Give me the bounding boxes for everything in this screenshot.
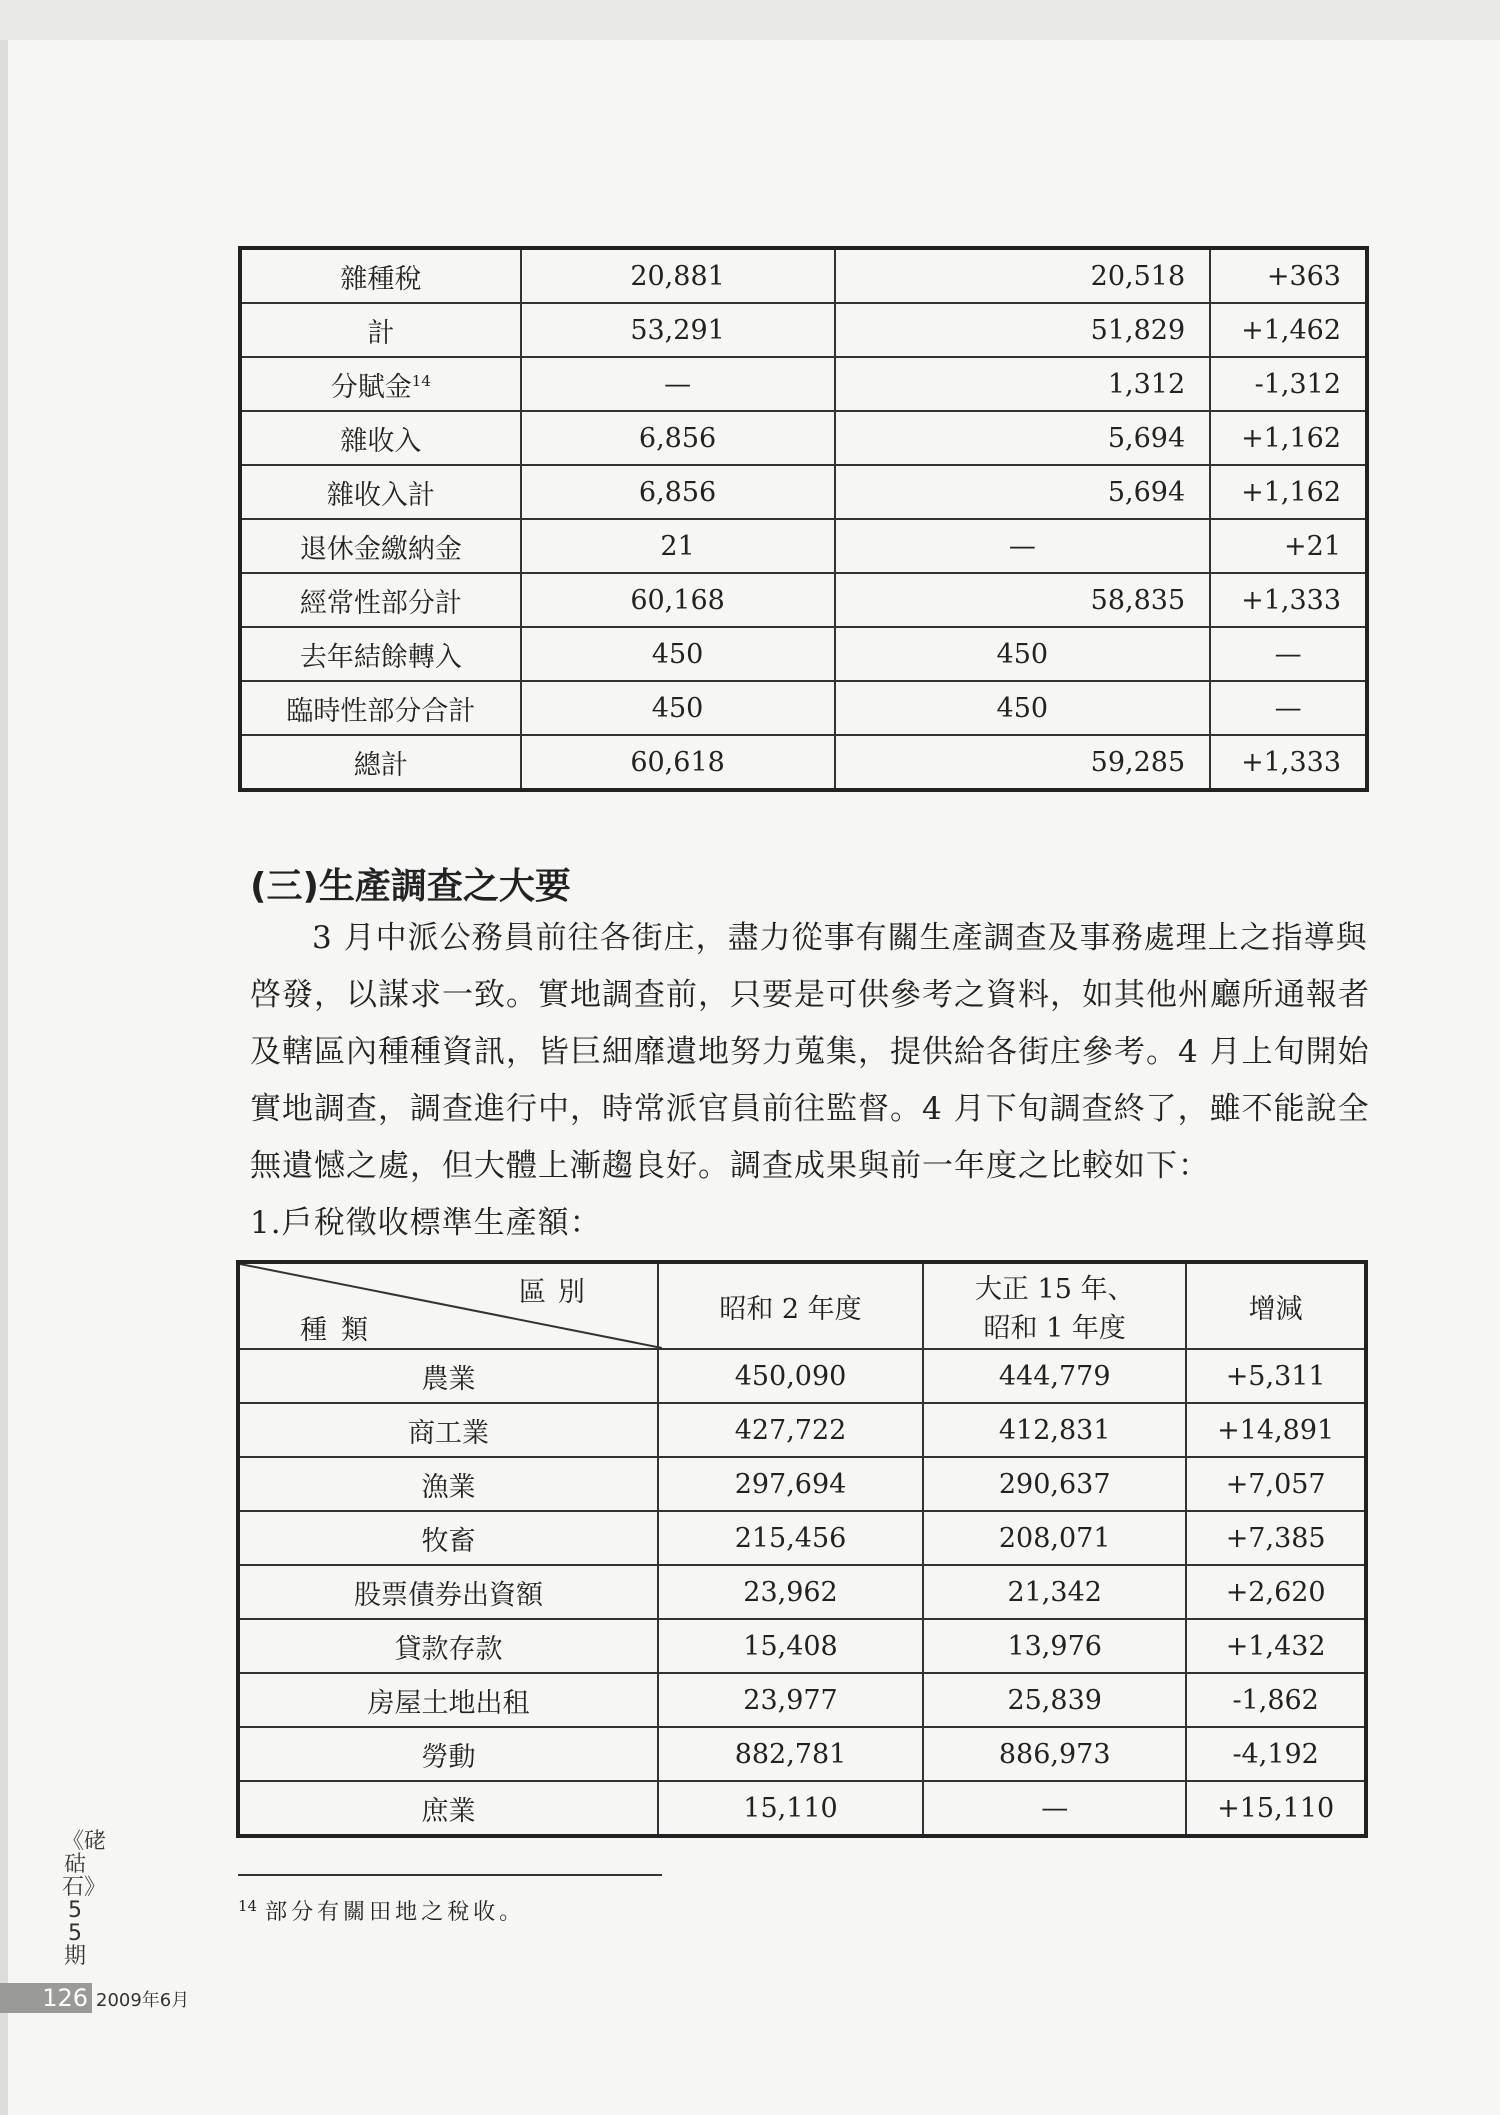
header-type-label: 種類 (300, 1315, 382, 1346)
cell-value: — (923, 1781, 1186, 1836)
cell-value: 51,829 (835, 303, 1211, 357)
cell-value: 15,110 (658, 1781, 923, 1836)
cell-value: 215,456 (658, 1511, 923, 1565)
table-row (240, 465, 1367, 519)
row-label: 股票債券出資額 (238, 1565, 658, 1619)
section-heading: (三)生產調查之大要 (250, 866, 571, 907)
cell-value: 412,831 (923, 1403, 1186, 1457)
table-header-row (238, 1262, 1366, 1349)
table-row (238, 1781, 1366, 1836)
row-label: 漁業 (238, 1457, 658, 1511)
table-row (240, 357, 1367, 411)
cell-value: 6,856 (521, 465, 835, 519)
cell-change: +363 (1210, 248, 1367, 303)
cell-change: -1,312 (1210, 357, 1367, 411)
cell-value: 13,976 (923, 1619, 1186, 1673)
cell-value: — (521, 357, 835, 411)
cell-value: 882,781 (658, 1727, 923, 1781)
footnote-ref: 14 (411, 371, 431, 390)
footnote-divider (238, 1874, 662, 1876)
cell-value: 450 (521, 681, 835, 735)
cell-value: 208,071 (923, 1511, 1186, 1565)
table-row (240, 248, 1367, 303)
footnote-text: 部分有關田地之稅收。 (265, 1900, 526, 1925)
cell-value: 23,962 (658, 1565, 923, 1619)
table-row (238, 1565, 1366, 1619)
cell-change: +21 (1210, 519, 1367, 573)
cell-value: 886,973 (923, 1727, 1186, 1781)
cell-value: 20,881 (521, 248, 835, 303)
column-header: 昭和 2 年度 (658, 1262, 923, 1349)
row-label: 牧畜 (238, 1511, 658, 1565)
cell-value: 450 (835, 681, 1211, 735)
cell-value: 450 (521, 627, 835, 681)
table-row (240, 681, 1367, 735)
row-label: 商工業 (238, 1403, 658, 1457)
cell-value: 444,779 (923, 1349, 1186, 1403)
table-row (238, 1457, 1366, 1511)
cell-value: 21,342 (923, 1565, 1186, 1619)
row-label: 雜種稅 (240, 248, 521, 303)
table-row (240, 303, 1367, 357)
cell-change: +1,432 (1186, 1619, 1366, 1673)
cell-change: +14,891 (1186, 1403, 1366, 1457)
table-row (238, 1349, 1366, 1403)
cell-value: 23,977 (658, 1673, 923, 1727)
table-row (238, 1727, 1366, 1781)
cell-value: — (835, 519, 1211, 573)
cell-value: 60,618 (521, 735, 835, 790)
cell-value: 58,835 (835, 573, 1211, 627)
row-label: 勞動 (238, 1727, 658, 1781)
diagonal-header-cell (238, 1262, 658, 1349)
cell-change: +5,311 (1186, 1349, 1366, 1403)
cell-value: 450,090 (658, 1349, 923, 1403)
row-label: 去年結餘轉入 (240, 627, 521, 681)
row-label: 退休金繳納金 (240, 519, 521, 573)
cell-value: 20,518 (835, 248, 1211, 303)
cell-change: +1,333 (1210, 573, 1367, 627)
header-line: 大正 15 年、 (974, 1274, 1135, 1305)
row-label: 計 (240, 303, 521, 357)
cell-value: 25,839 (923, 1673, 1186, 1727)
row-label: 經常性部分計 (240, 573, 521, 627)
cell-value: 15,408 (658, 1619, 923, 1673)
cell-change: +1,162 (1210, 411, 1367, 465)
cell-value: 6,856 (521, 411, 835, 465)
table-row (238, 1673, 1366, 1727)
table-row (240, 627, 1367, 681)
cell-change: +7,057 (1186, 1457, 1366, 1511)
body-text (250, 910, 1370, 1252)
cell-value: 297,694 (658, 1457, 923, 1511)
cell-value: 60,168 (521, 573, 835, 627)
cell-change: +2,620 (1186, 1565, 1366, 1619)
cell-change: -1,862 (1186, 1673, 1366, 1727)
cell-value: 53,291 (521, 303, 835, 357)
journal-title: 《硓𥑮石》55期 (62, 1829, 107, 1969)
table-row (240, 573, 1367, 627)
revenue-table (238, 246, 1369, 792)
column-header (923, 1262, 1186, 1349)
row-label: 農業 (238, 1349, 658, 1403)
page-gutter (0, 40, 8, 2115)
row-label: 貸款存款 (238, 1619, 658, 1673)
row-label: 雜收入 (240, 411, 521, 465)
cell-change: +1,162 (1210, 465, 1367, 519)
cell-change: -4,192 (1186, 1727, 1366, 1781)
header-line: 昭和 1 年度 (983, 1313, 1126, 1344)
cell-change: +15,110 (1186, 1781, 1366, 1836)
production-table (236, 1260, 1368, 1838)
row-label: 庶業 (238, 1781, 658, 1836)
cell-value: 290,637 (923, 1457, 1186, 1511)
cell-change: +1,333 (1210, 735, 1367, 790)
issue-date: 2009年6月 (96, 1990, 190, 2011)
cell-value: 5,694 (835, 411, 1211, 465)
list-item: 1.戶稅徵收標準生產額： (250, 1205, 602, 1241)
cell-change: +7,385 (1186, 1511, 1366, 1565)
table-row (240, 411, 1367, 465)
cell-value: 21 (521, 519, 835, 573)
table-row (238, 1403, 1366, 1457)
table-row (240, 735, 1367, 790)
footnote (238, 1895, 525, 1926)
row-label: 臨時性部分合計 (240, 681, 521, 735)
cell-value: 450 (835, 627, 1211, 681)
table-row (240, 519, 1367, 573)
page-number: 126 (0, 1983, 92, 2013)
cell-change: +1,462 (1210, 303, 1367, 357)
table-row (238, 1619, 1366, 1673)
cell-change: — (1210, 681, 1367, 735)
header-category-label: 區別 (518, 1277, 597, 1308)
row-label: 分賦金$^{14}$ (240, 357, 521, 411)
paragraph: 3 月中派公務員前往各街庄，盡力從事有關生產調查及事務處理上之指導與啓發，以謀求一致。實地調查前，只要是可供參考之資料，如其他州廳所通報者及轄區內種種資訊，皆巨細靡遺地努力蒐集，提供給各街庄參考。4 月上旬開始實地調查，調查進行中，時常派官員前往監督。4 月下旬調查終了，雖不能說全無遺憾之處，但大體上漸趨良好。調查成果與前一年度之比較如下： (250, 920, 1370, 1184)
row-label: 房屋土地出租 (238, 1673, 658, 1727)
cell-change: — (1210, 627, 1367, 681)
cell-value: 1,312 (835, 357, 1211, 411)
top-scan-band (0, 0, 1500, 40)
cell-value: 427,722 (658, 1403, 923, 1457)
cell-value: 5,694 (835, 465, 1211, 519)
footnote-number: 14 (238, 1896, 258, 1915)
cell-value: 59,285 (835, 735, 1211, 790)
row-label: 雜收入計 (240, 465, 521, 519)
table-row (238, 1511, 1366, 1565)
row-label: 總計 (240, 735, 521, 790)
column-header: 增減 (1186, 1262, 1366, 1349)
